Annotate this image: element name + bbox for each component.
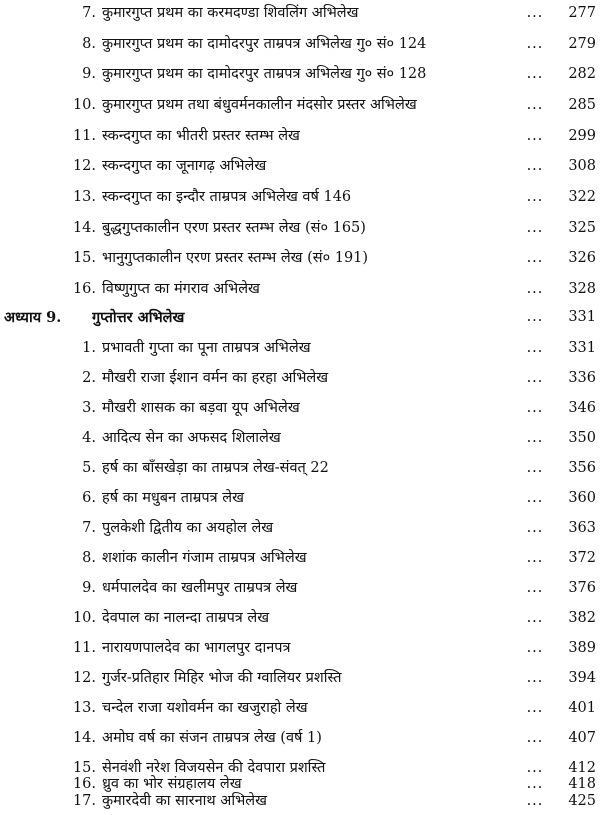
leader-dots: ... (526, 340, 544, 356)
toc-entry (0, 61, 600, 88)
chapter-heading (0, 304, 600, 331)
page-number: 363 (568, 520, 596, 536)
entry-number: 12. (72, 670, 96, 686)
entry-title: मौखरी राजा ईशान वर्मन का हरहा अभिलेख (102, 370, 329, 386)
entry-title: सेनवंशी नरेश विजयसेन की देवपारा प्रशस्ति (102, 760, 326, 776)
entry-title: देवपाल का नालन्दा ताम्रपत्र लेख (102, 610, 270, 626)
leader-dots: ... (526, 5, 544, 21)
page-number: 331 (568, 309, 596, 325)
entry-title: आदित्य सेन का अफसद शिलालेख (102, 430, 281, 446)
entry-title: गुर्जर-प्रतिहार मिहिर भोज की ग्वालियर प्रशस्ति (102, 670, 342, 686)
entry-title: कुमारगुप्त प्रथम का दामोदरपुर ताम्रपत्र अभिलेख गु० सं० 124 (102, 36, 427, 52)
leader-dots: ... (526, 370, 544, 386)
leader-dots: ... (526, 670, 544, 686)
entry-title: कुमारदेवी का सारनाथ अभिलेख (102, 793, 268, 809)
page-number: 356 (568, 460, 596, 476)
page-number: 376 (568, 580, 596, 596)
toc-entry (0, 276, 600, 303)
leader-dots: ... (526, 36, 544, 52)
page-number: 407 (568, 730, 596, 746)
entry-number: 16. (72, 776, 96, 792)
entry-title: हर्ष का मधुबन ताम्रपत्र लेख (102, 490, 244, 506)
chapter-title: गुप्तोत्तर अभिलेख (92, 309, 185, 326)
page-number: 360 (568, 490, 596, 506)
entry-title: प्रभावती गुप्ता का पूना ताम्रपत्र अभिलेख (102, 340, 311, 356)
leader-dots: ... (526, 520, 544, 536)
entry-number: 11. (72, 640, 96, 656)
leader-dots: ... (526, 610, 544, 626)
entry-number: 17. (72, 793, 96, 809)
entry-title: भानुगुप्तकालीन एरण प्रस्तर स्तम्भ लेख (सं० 191) (102, 250, 369, 266)
entry-number: 16. (72, 281, 96, 297)
page-number: 382 (568, 610, 596, 626)
page-number: 346 (568, 400, 596, 416)
toc-entry (0, 665, 600, 692)
page-number: 279 (568, 36, 596, 52)
leader-dots: ... (526, 281, 544, 297)
leader-dots: ... (526, 220, 544, 236)
entry-title: बुद्धगुप्तकालीन एरण प्रस्तर स्तम्भ लेख (सं० 165) (102, 220, 366, 236)
leader-dots: ... (526, 400, 544, 416)
entry-number: 2. (82, 370, 96, 386)
entry-title: विष्णुगुप्त का मंगराव अभिलेख (102, 281, 260, 297)
page-number: 372 (568, 550, 596, 566)
leader-dots: ... (526, 640, 544, 656)
toc-entry (0, 455, 600, 482)
page-number: 389 (568, 640, 596, 656)
leader-dots: ... (526, 189, 544, 205)
entry-number: 7. (82, 520, 96, 536)
entry-number: 14. (72, 730, 96, 746)
entry-title: चन्देल राजा यशोवर्मन का खजुराहो लेख (102, 700, 308, 716)
page-number: 331 (568, 340, 596, 356)
page-number: 412 (568, 760, 596, 776)
leader-dots: ... (526, 128, 544, 144)
entry-title: कुमारगुप्त प्रथम का दामोदरपुर ताम्रपत्र अभिलेख गु० सं० 128 (102, 66, 427, 82)
page-number: 328 (568, 281, 596, 297)
entry-title: नारायणपालदेव का भागलपुर दानपत्र (102, 640, 291, 656)
entry-title: कुमारगुप्त प्रथम का करमदण्डा शिवलिंग अभिलेख (102, 5, 359, 21)
page-number: 308 (568, 158, 596, 174)
toc-entry (0, 425, 600, 452)
page-number: 350 (568, 430, 596, 446)
toc-entry (0, 635, 600, 662)
page-number: 401 (568, 700, 596, 716)
entry-title: पुलकेशी द्वितीय का अयहोल लेख (102, 520, 274, 536)
page-number: 322 (568, 189, 596, 205)
entry-title: स्कन्दगुप्त का भीतरी प्रस्तर स्तम्भ लेख (102, 128, 300, 144)
entry-title: शशांक कालीन गंजाम ताम्रपत्र अभिलेख (102, 550, 307, 566)
toc-entry (0, 395, 600, 422)
entry-title: कुमारगुप्त प्रथम तथा बंधुवर्मनकालीन मंदसोर प्रस्तर अभिलेख (102, 97, 417, 113)
toc-entry (0, 515, 600, 542)
toc-entry (0, 0, 600, 27)
toc-entry (0, 153, 600, 180)
page-number: 425 (568, 793, 596, 809)
toc-entry (0, 245, 600, 272)
toc-entry (0, 485, 600, 512)
page-number: 336 (568, 370, 596, 386)
entry-number: 7. (82, 5, 96, 21)
entry-number: 9. (82, 580, 96, 596)
page-number: 325 (568, 220, 596, 236)
leader-dots: ... (526, 580, 544, 596)
leader-dots: ... (526, 66, 544, 82)
entry-number: 1. (82, 340, 96, 356)
toc-entry (0, 575, 600, 602)
toc-entry (0, 605, 600, 632)
page-number: 394 (568, 670, 596, 686)
entry-number: 15. (72, 250, 96, 266)
toc-entry (0, 695, 600, 722)
leader-dots: ... (526, 776, 544, 792)
toc-entry (0, 123, 600, 150)
entry-number: 6. (82, 490, 96, 506)
toc-entry (0, 184, 600, 211)
entry-title: स्कन्दगुप्त का इन्दौर ताम्रपत्र अभिलेख वर्ष 146 (102, 189, 352, 205)
leader-dots: ... (526, 700, 544, 716)
leader-dots: ... (526, 158, 544, 174)
toc-entry (0, 788, 600, 815)
entry-number: 11. (72, 128, 96, 144)
page-number: 418 (568, 776, 596, 792)
toc-entry (0, 215, 600, 242)
entry-number: 9. (82, 66, 96, 82)
leader-dots: ... (526, 550, 544, 566)
leader-dots: ... (526, 793, 544, 809)
page-number: 277 (568, 5, 596, 21)
entry-number: 15. (72, 760, 96, 776)
page-number: 282 (568, 66, 596, 82)
leader-dots: ... (526, 430, 544, 446)
entry-title: धर्मपालदेव का खलीमपुर ताम्रपत्र लेख (102, 580, 298, 596)
toc-entry (0, 31, 600, 58)
leader-dots: ... (526, 309, 544, 325)
entry-number: 3. (82, 400, 96, 416)
toc-entry (0, 335, 600, 362)
entry-number: 4. (82, 430, 96, 446)
entry-number: 8. (82, 550, 96, 566)
entry-number: 12. (72, 158, 96, 174)
entry-number: 8. (82, 36, 96, 52)
toc-entry (0, 92, 600, 119)
leader-dots: ... (526, 97, 544, 113)
leader-dots: ... (526, 250, 544, 266)
entry-number: 14. (72, 220, 96, 236)
leader-dots: ... (526, 760, 544, 776)
entry-title: ध्रुव का भोर संग्रहालय लेख (102, 776, 242, 792)
toc-entry (0, 725, 600, 752)
entry-number: 10. (72, 97, 96, 113)
page-number: 299 (568, 128, 596, 144)
leader-dots: ... (526, 460, 544, 476)
entry-title: मौखरी शासक का बड़वा यूप अभिलेख (102, 400, 300, 416)
leader-dots: ... (526, 730, 544, 746)
entry-number: 13. (72, 700, 96, 716)
toc-entry (0, 365, 600, 392)
entry-number: 5. (82, 460, 96, 476)
entry-title: हर्ष का बाँसखेड़ा का ताम्रपत्र लेख-संवत् 22 (102, 460, 329, 476)
entry-title: स्कन्दगुप्त का जूनागढ़ अभिलेख (102, 158, 267, 174)
toc-entry (0, 545, 600, 572)
chapter-label: अध्याय 9. (4, 309, 62, 326)
page-number: 285 (568, 97, 596, 113)
entry-number: 13. (72, 189, 96, 205)
entry-title: अमोघ वर्ष का संजन ताम्रपत्र लेख (वर्ष 1) (102, 730, 322, 746)
leader-dots: ... (526, 490, 544, 506)
entry-number: 10. (72, 610, 96, 626)
page-number: 326 (568, 250, 596, 266)
